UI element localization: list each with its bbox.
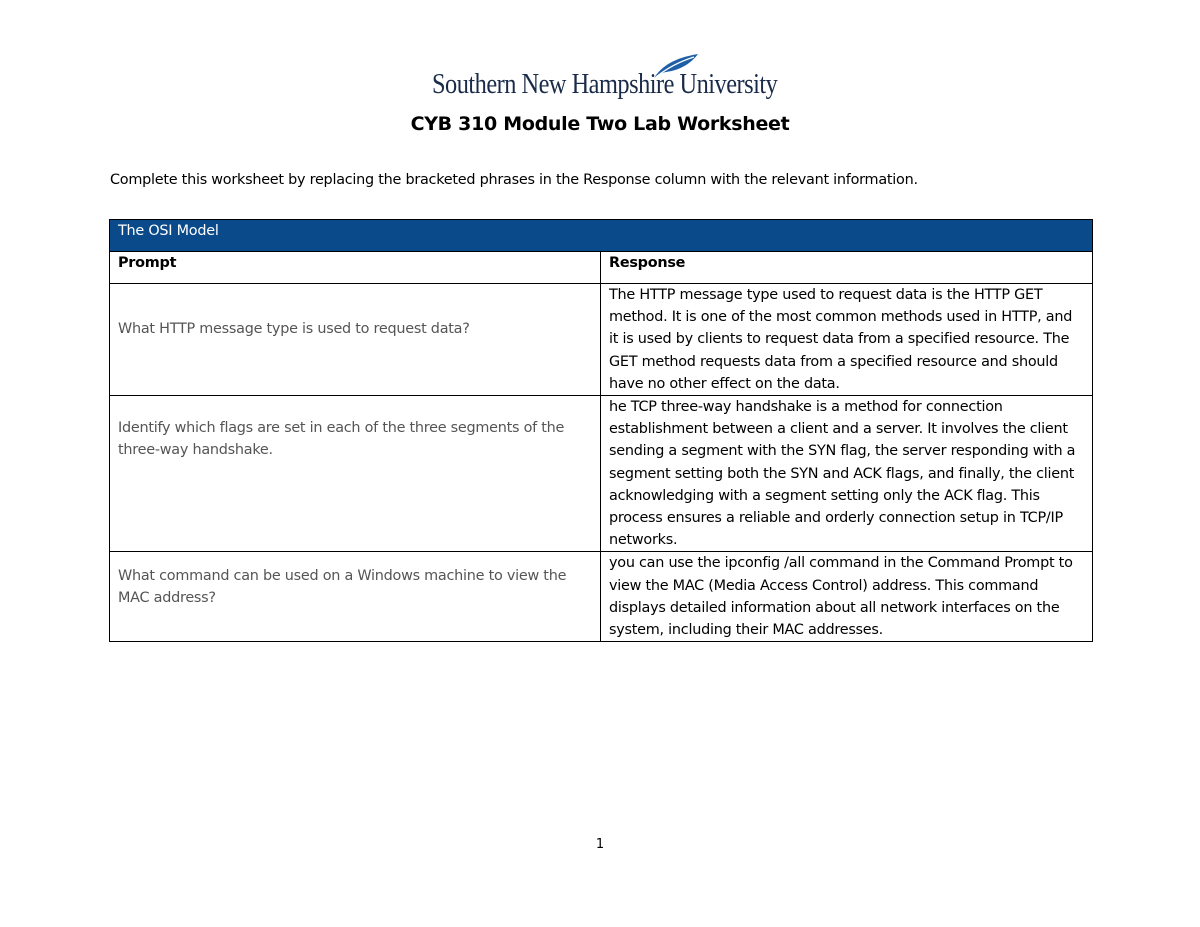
section-title: The OSI Model xyxy=(110,220,1093,252)
column-header-row xyxy=(110,252,1093,284)
page-title: CYB 310 Module Two Lab Worksheet xyxy=(410,113,790,135)
section-header-row xyxy=(110,220,1093,252)
university-logo xyxy=(430,52,778,108)
column-header-prompt: Prompt xyxy=(110,252,601,284)
osi-model-table xyxy=(109,219,1093,642)
response-cell[interactable]: The HTTP message type used to request data is the HTTP GET method. It is one of the most common methods used in HTTP, and it is used by clients to request data from a specified resource. The GET method requests data from a specified resource and should have no other effect on the data. xyxy=(601,284,1093,396)
table-row xyxy=(110,552,1093,642)
table-row xyxy=(110,396,1093,552)
response-cell[interactable]: you can use the ipconfig /all command in the Command Prompt to view the MAC (Media Access Control) address. This command displays detailed information about all network interfaces on the system, including their MAC addresses. xyxy=(601,552,1093,642)
prompt-cell xyxy=(110,396,601,552)
instructions-text: Complete this worksheet by replacing the bracketed phrases in the Response column with the relevant information. xyxy=(110,172,918,188)
prompt-text: What HTTP message type is used to request data? xyxy=(118,321,470,338)
leaf-icon xyxy=(648,52,702,80)
prompt-text: Identify which flags are set in each of the three segments of the three-way handshake. xyxy=(118,419,565,458)
table-row xyxy=(110,284,1093,396)
response-cell[interactable]: he TCP three-way handshake is a method for connection establishment between a client and a server. It involves the client sending a segment with the SYN flag, the server responding with a segment setting both the SYN and ACK flags, and finally, the client acknowledging with a segment setting only the ACK flag. This process ensures a reliable and orderly connection setup in TCP/IP networks. xyxy=(601,396,1093,552)
page-number: 1 xyxy=(595,837,605,852)
column-header-response: Response xyxy=(601,252,1093,284)
logo-wordmark: Southern New Hampshire University xyxy=(432,68,778,100)
prompt-cell xyxy=(110,552,601,642)
prompt-text: What command can be used on a Windows machine to view the MAC address? xyxy=(118,567,567,606)
prompt-cell xyxy=(110,284,601,396)
